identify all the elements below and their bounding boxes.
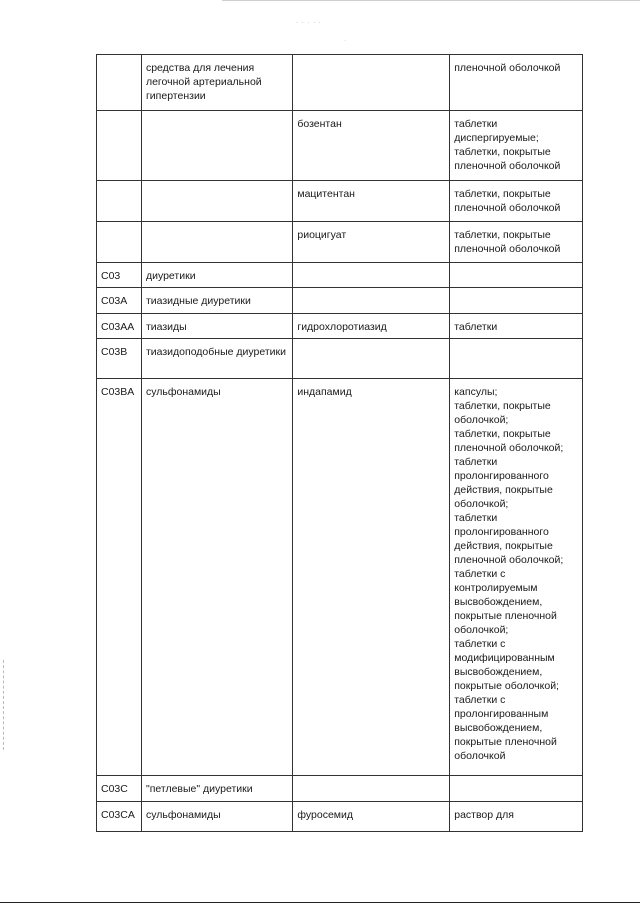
table-row (97, 55, 583, 111)
atc-code-cell: C03A (97, 288, 142, 314)
table-row (97, 802, 583, 832)
drug-name-cell: риоцигуат (293, 222, 450, 263)
drug-name-cell: мацитентан (293, 181, 450, 222)
drug-name-cell: гидрохлоротиазид (293, 314, 450, 339)
dosage-form-cell: таблетки, покрытые пленочной оболочкой (450, 222, 583, 263)
group-name-cell: сульфонамиды (141, 802, 292, 832)
table-row (97, 379, 583, 776)
group-name-cell (141, 181, 292, 222)
group-name-cell (141, 111, 292, 181)
table-row (97, 111, 583, 181)
group-name-cell: "петлевые" диуретики (141, 776, 292, 802)
table-row (97, 222, 583, 263)
atc-code-cell (97, 181, 142, 222)
drug-name-cell (293, 55, 450, 111)
table-row (97, 288, 583, 314)
atc-code-cell: C03CA (97, 802, 142, 832)
table-row (97, 263, 583, 288)
table-row (97, 314, 583, 339)
scan-smudge: · · · · · (296, 20, 322, 26)
atc-code-cell (97, 111, 142, 181)
drug-name-cell: индапамид (293, 379, 450, 776)
drug-table (96, 54, 583, 832)
scan-speck: · (344, 38, 346, 44)
atc-code-cell: C03B (97, 339, 142, 379)
dosage-form-cell (450, 776, 583, 802)
drug-name-cell (293, 339, 450, 379)
table-row (97, 339, 583, 379)
drug-name-cell: фуросемид (293, 802, 450, 832)
atc-code-cell: C03C (97, 776, 142, 802)
dosage-form-cell: капсулы; таблетки, покрытые оболочкой; таблетки, покрытые пленочной оболочкой; таблетки пролонгированного действия, покрытые оболочкой; таблетки пролонгированного действия, покрытые пленочной оболочкой; таблетки с контролируемым высвобождением, покрытые пленочной оболочкой; таблетки с модифицированным высвобождением, покрытые оболочкой; таблетки с пролонгированным высвобождением, покрытые пленочной оболочкой (450, 379, 583, 776)
table-row (97, 181, 583, 222)
margin-marks (3, 660, 5, 750)
group-name-cell (141, 222, 292, 263)
dosage-form-cell: раствор для (450, 802, 583, 832)
group-name-cell: сульфонамиды (141, 379, 292, 776)
atc-code-cell (97, 55, 142, 111)
dosage-form-cell: пленочной оболочкой (450, 55, 583, 111)
drug-name-cell: бозентан (293, 111, 450, 181)
group-name-cell: диуретики (141, 263, 292, 288)
atc-code-cell: C03BA (97, 379, 142, 776)
dosage-form-cell: таблетки (450, 314, 583, 339)
drug-name-cell (293, 288, 450, 314)
dosage-form-cell (450, 288, 583, 314)
atc-code-cell (97, 222, 142, 263)
dosage-form-cell (450, 339, 583, 379)
group-name-cell: средства для лечения легочной артериальной гипертензии (141, 55, 292, 111)
top-rule (222, 0, 640, 1)
group-name-cell: тиазиды (141, 314, 292, 339)
bottom-rule (0, 902, 640, 903)
atc-code-cell: C03 (97, 263, 142, 288)
drug-name-cell (293, 776, 450, 802)
group-name-cell: тиазидоподобные диуретики (141, 339, 292, 379)
dosage-form-cell (450, 263, 583, 288)
atc-code-cell: C03AA (97, 314, 142, 339)
table-row (97, 776, 583, 802)
drug-name-cell (293, 263, 450, 288)
group-name-cell: тиазидные диуретики (141, 288, 292, 314)
dosage-form-cell: таблетки диспергируемые; таблетки, покрытые пленочной оболочкой (450, 111, 583, 181)
dosage-form-cell: таблетки, покрытые пленочной оболочкой (450, 181, 583, 222)
